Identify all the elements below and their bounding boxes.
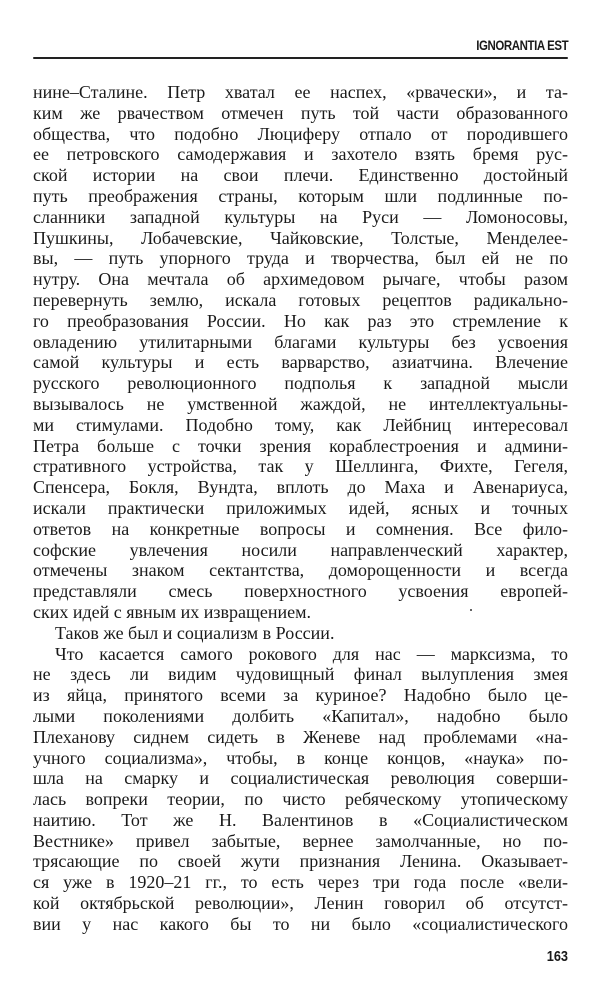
text-line: Таков же был и социализм в России.	[55, 622, 335, 643]
text-line: ся уже в 1920–21 гг., то есть через три года после «вели-	[33, 872, 568, 893]
header-rule	[33, 57, 568, 59]
text-line: Спенсера, Бокля, Вундта, вплоть до Маха и Авенариуса,	[33, 477, 568, 498]
text-line: трясающие по своей жути признания Ленина. Оказывает-	[33, 851, 568, 872]
text-line: овладению утилитарными благами культуры без усвоения	[33, 331, 568, 352]
text-line: Что касается самого рокового для нас — марксизма, то	[55, 643, 568, 664]
text-line: Вестнике» привел забытые, вернее замолчанные, но по-	[33, 830, 568, 851]
text-line: вызывалось не умственной жаждой, не интеллектуальны-	[33, 393, 568, 414]
text-line: из яйца, принятого всеми за куриное? Надобно было це-	[33, 685, 568, 706]
text-line: ских идей с явным их извращением.	[33, 601, 312, 622]
text-line: ской истории на свои плечи. Единственно достойный	[33, 165, 568, 186]
page-number: 163	[546, 948, 568, 965]
text-line: шла на смарку и социалистическая революция соверши-	[33, 768, 568, 789]
text-line: ее петровского самодержавия и захотело взять бремя рус-	[33, 144, 568, 165]
text-line: вы, — путь упорного труда и творчества, был ей не по	[33, 248, 568, 269]
text-line: русского революционного подполья к западной мысли	[33, 373, 568, 394]
text-line: нутру. Она мечтала об архимедовом рычаге, чтобы разом	[33, 269, 568, 290]
text-line: кой октябрьской революции», Ленин говорил об отсутст-	[33, 893, 568, 914]
body-text	[33, 82, 568, 935]
text-line: ответов на конкретные вопросы и сомнения. Все фило-	[33, 518, 568, 539]
text-line: го преобразования России. Но как раз это стремление к	[33, 310, 568, 331]
text-line: наитию. Тот же Н. Валентинов в «Социалистическом	[33, 809, 568, 830]
text-line: искали практически приложимых идей, ясных и точных	[33, 497, 568, 518]
text-line: общества, что подобно Люциферу отпало от породившего	[33, 123, 568, 144]
text-line: путь преображения страны, которым шли подлинные по-	[33, 185, 568, 206]
text-line: перевернуть землю, искала готовых рецептов радикально-	[33, 289, 568, 310]
text-line: вии у нас какого бы то ни было «социалистического	[33, 913, 568, 934]
text-line: Пушкины, Лобачевские, Чайковские, Толстые, Менделее-	[33, 227, 568, 248]
text-line: Петра больше с точки зрения кораблестроения и админи-	[33, 435, 568, 456]
text-line: нине–Сталине. Петр хватал ее наспех, «рвачески», и та-	[33, 82, 568, 102]
running-header: IGNORANTIA EST	[475, 37, 568, 53]
text-line: ми стимулами. Подобно тому, как Лейбниц интересовал	[33, 414, 568, 435]
text-line: лыми поколениями долбить «Капитал», надобно было	[33, 705, 568, 726]
text-line: ким же рвачеством отмечен путь той части образованного	[33, 102, 568, 123]
text-line: отмечены знаком сектантства, доморощенности и всегда	[33, 560, 568, 581]
text-line: не здесь ли видим чудовищный финал вылупления змея	[33, 664, 568, 685]
text-line: стративного устройства, так у Шеллинга, Фихте, Гегеля,	[33, 456, 568, 477]
text-line: софские увлечения носили направленческий характер,	[33, 539, 568, 560]
text-line: самой культуры и есть варварство, азиатчина. Влечение	[33, 352, 568, 373]
text-line: Плеханову сиднем сидеть в Женеве над проблемами «на-	[33, 726, 568, 747]
text-line: сланники западной культуры на Руси — Ломоносовы,	[33, 206, 568, 227]
text-line: учного социализма», чтобы, в конце концов, «наука» по-	[33, 747, 568, 768]
text-line: лась вопреки теории, по чисто ребяческому утопическому	[33, 789, 568, 810]
text-line: представляли смесь поверхностного усвоения европей-	[33, 581, 568, 602]
